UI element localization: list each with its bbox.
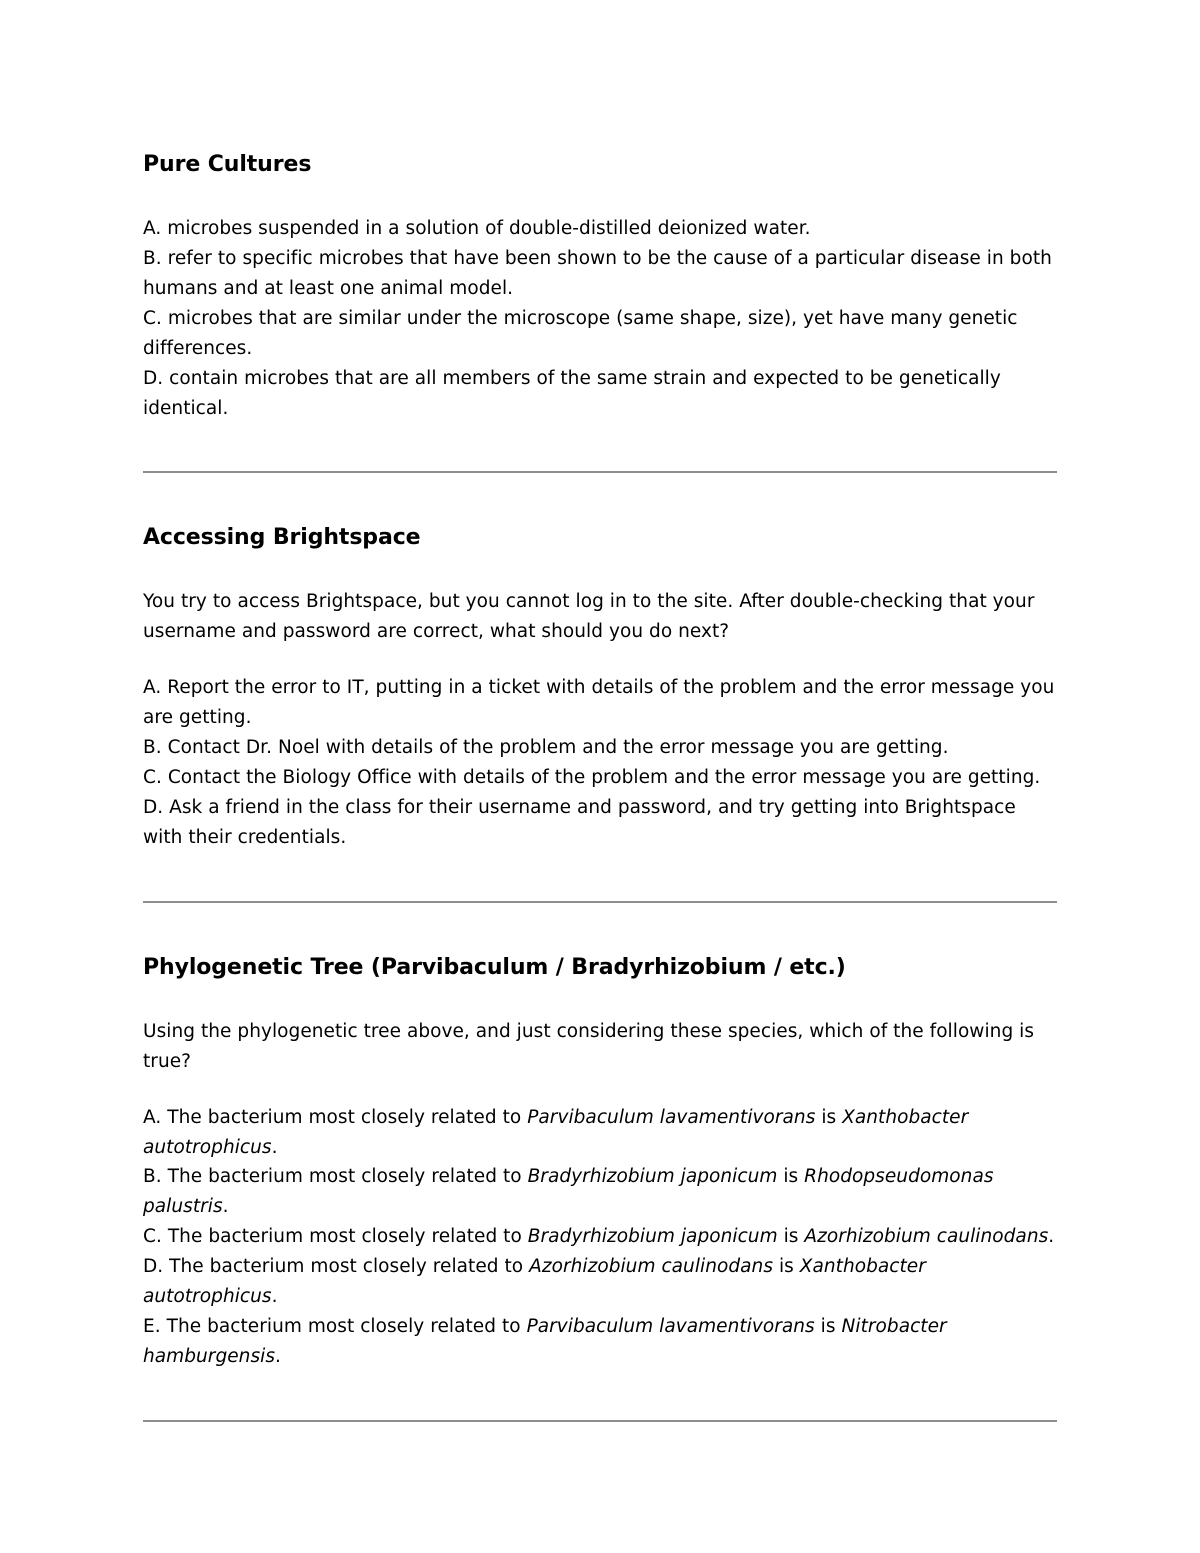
answer-choice: D. The bacterium most closely related to Azorhizobium caulinodans is Xanthobacter autotrophicus. (143, 1256, 926, 1308)
answer-choice: C. The bacterium most closely related to Bradyrhizobium japonicum is Azorhizobium caulinodans. (143, 1226, 1055, 1248)
answer-choices-accessing-brightspace (143, 673, 1057, 853)
section-phylogenetic-tree (143, 953, 1057, 1372)
section-divider (143, 1420, 1057, 1422)
spacer (143, 423, 1057, 471)
question-stem: You try to access Brightspace, but you cannot log in to the site. After double-checking that your username and password are correct, what should you do next? (143, 591, 1035, 643)
spacer (143, 473, 1057, 523)
spacer (143, 903, 1057, 953)
answer-choice: A. The bacterium most closely related to Parvibaculum lavamentivorans is Xanthobacter autotrophicus. (143, 1106, 969, 1158)
section-heading-accessing-brightspace: Accessing Brightspace (143, 525, 421, 551)
answer-choice: A. microbes suspended in a solution of double-distilled deionized water. (143, 217, 811, 239)
section-accessing-brightspace (143, 523, 1057, 852)
answer-choice: C. Contact the Biology Office with details of the problem and the error message you are getting. (143, 767, 1041, 788)
spacer (143, 1372, 1057, 1420)
answer-choices-pure-cultures (143, 214, 1057, 424)
answer-choice: C. microbes that are similar under the microscope (same shape, size), yet have many genetic differences. (143, 307, 1018, 359)
section-pure-cultures (143, 150, 1057, 423)
answer-choice: B. Contact Dr. Noel with details of the problem and the error message you are getting. (143, 737, 949, 759)
section-heading-pure-cultures: Pure Cultures (143, 152, 312, 177)
question-stem: Using the phylogenetic tree above, and just considering these species, which of the following is true? (143, 1020, 1035, 1072)
answer-choice: B. The bacterium most closely related to Bradyrhizobium japonicum is Rhodopseudomonas palustris. (143, 1166, 994, 1218)
answer-choice: A. Report the error to IT, putting in a ticket with details of the problem and the error message you are getting. (143, 677, 1055, 729)
spacer (143, 853, 1057, 901)
answer-choice: E. The bacterium most closely related to Parvibaculum lavamentivorans is Nitrobacter hamburgensis. (143, 1316, 947, 1368)
answer-choice: D. contain microbes that are all members of the same strain and expected to be genetically identical. (143, 367, 1001, 419)
answer-choice: D. Ask a friend in the class for their username and password, and try getting into Brightspace with their credentials. (143, 796, 1016, 848)
answer-choices-phylogenetic-tree (143, 1103, 1057, 1373)
answer-choice: B. refer to specific microbes that have been shown to be the cause of a particular disease in both humans and at least one animal model. (143, 247, 1052, 299)
section-heading-phylogenetic-tree: Phylogenetic Tree (Parvibaculum / Bradyrhizobium / etc.) (143, 954, 846, 980)
